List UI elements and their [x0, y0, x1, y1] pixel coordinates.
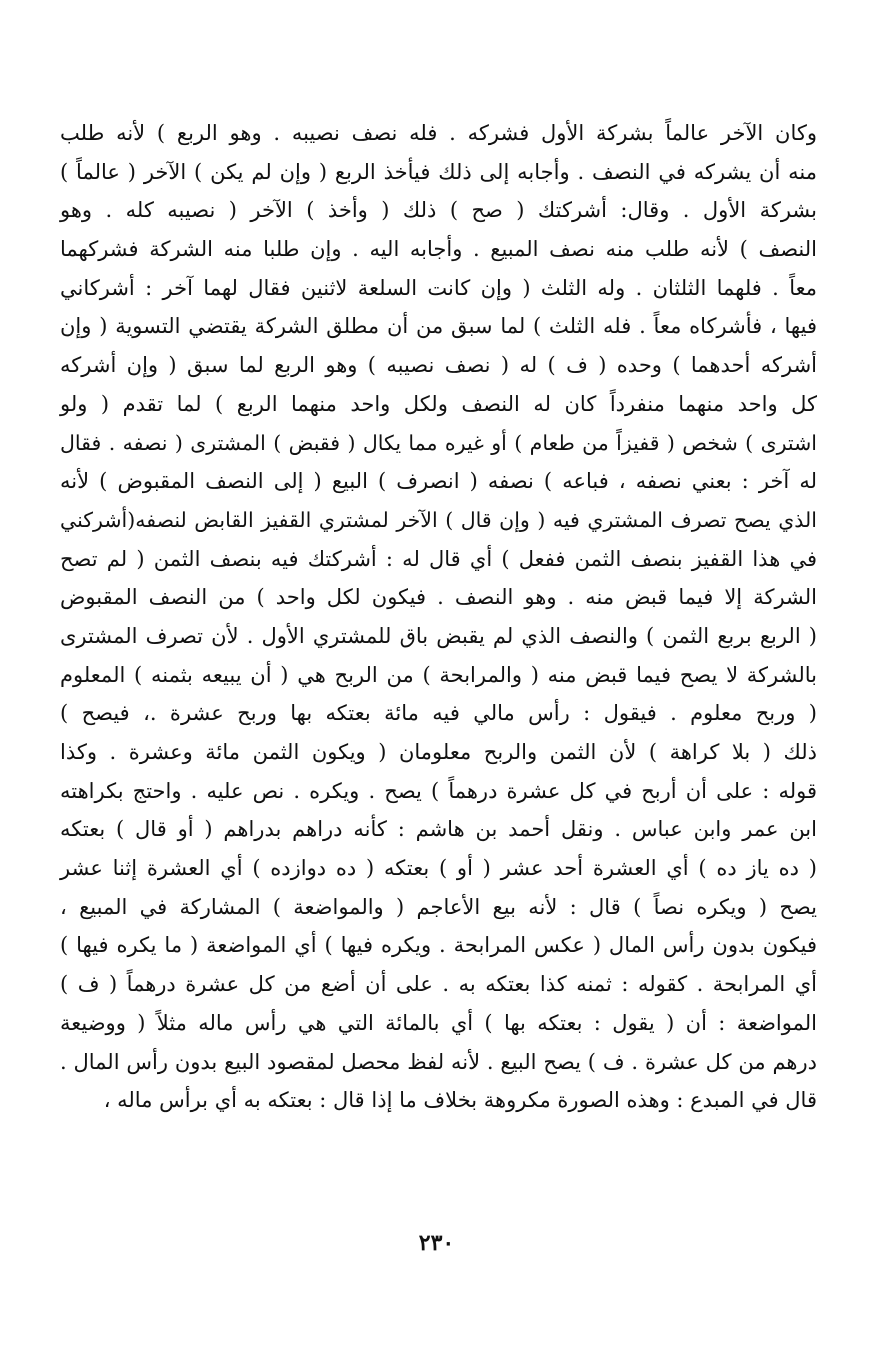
text-line: ( الربع بربع الثمن ) والنصف الذي لم يقبض باق للمشتري الأول . لأن تصرف المشترى: [60, 623, 817, 648]
text-line: كل واحد منهما منفرداً كان له النصف ولكل واحد منهما الربع ) لما تقدم ( ولو: [60, 391, 817, 416]
text-line: اشترى ) شخص ( قفيزاً من طعام ) أو غيره مما يكال ( فقبض ) المشترى ( نصفه . فقال: [60, 430, 817, 455]
text-line: الشركة إلا فيما قبض منه . وهو النصف . فيكون لكل واحد ) من النصف المقبوض: [60, 585, 817, 610]
text-line: وكان الآخر عالماً بشركة الأول فشركه . فله نصف نصيبه . وهو الربع ) لأنه طلب: [60, 121, 817, 145]
text-line: الذي يصح تصرف المشتري فيه ( وإن قال ) الآخر لمشتري القفيز القابض لنصفه(أشركني: [60, 507, 817, 532]
text-line: درهم من كل عشرة . ف ) يصح البيع . لأنه لفظ محصل لمقصود البيع بدون رأس المال .: [60, 1049, 817, 1074]
text-line: منه أن يشركه في النصف . وأجابه إلى ذلك فيأخذ الربع ( وإن لم يكن ) الآخر ( عالماً ): [60, 159, 817, 184]
page-number: ٢٣٠: [418, 1230, 455, 1256]
text-line: أشركه أحدهما ) وحده ( ف ) له ( نصف نصيبه ) وهو الربع لما سبق ( وإن أشركه: [60, 353, 817, 378]
text-line: النصف ) لأنه طلب منه نصف المبيع . وأجابه اليه . وإن طلبا منه الشركة فشركهما: [60, 237, 817, 262]
text-line: بشركة الأول . وقال: أشركتك ( صح ) ذلك ( وأخذ ) الآخر ( نصيبه كله . وهو: [60, 198, 817, 223]
text-line: ذلك ( بلا كراهة ) لأن الثمن والربح معلومان ( ويكون الثمن مائة وعشرة . وكذا: [60, 740, 817, 764]
text-line: معاً . فلهما الثلثان . وله الثلث ( وإن كانت السلعة لاثنين فقال لهما آخر : أشركاني: [60, 275, 817, 300]
text-line: ( وربح معلوم . فيقول : رأس مالي فيه مائة بعتكه بها وربح عشرة .، فيصح ): [60, 701, 817, 726]
text-line: فيكون بدون رأس المال ( عكس المرابحة . ويكره فيها ) أي المواضعة ( ما يكره فيها ): [60, 933, 817, 958]
text-line: قوله : على أن أربح في كل عشرة درهماً ) يصح . ويكره . نص عليه . واحتج بكراهته: [60, 778, 817, 803]
text-line: المواضعة : أن ( يقول : بعتكه بها ) أي بالمائة التي هي رأس ماله مثلاً ( ووضيعة: [60, 1010, 817, 1035]
body-text: [60, 114, 817, 1120]
text-line: يصح ( ويكره نصاً ) قال : لأنه بيع الأعاجم ( والمواضعة ) المشاركة في المبيع ،: [60, 894, 817, 919]
text-line: أي المرابحة . كقوله : ثمنه كذا بعتكه به . على أن أضع من كل عشرة درهماً ( ف ): [60, 972, 817, 997]
text-line: له آخر : بعني نصفه ، فباعه ) نصفه ( انصرف ) البيع ( إلى النصف المقبوض ) لأنه: [60, 469, 817, 494]
text-line: بالشركة لا يصح فيما قبض منه ( والمرابحة ) من الربح هي ( أن يبيعه بثمنه ) المعلوم: [60, 662, 817, 687]
text-line: قال في المبدع : وهذه الصورة مكروهة بخلاف ما إذا قال : بعتكه به أي برأس ماله ،: [103, 1088, 817, 1113]
text-line: فيها ، فأشركاه معاً . فله الثلث ) لما سبق من أن مطلق الشركة يقتضي التسوية ( وإن: [60, 314, 817, 339]
text-line: ( ده ياز ده ) أي العشرة أحد عشر ( أو ) بعتكه ( ده دوازده ) أي العشرة إثنا عشر: [60, 856, 817, 881]
text-line: ابن عمر وابن عباس . ونقل أحمد بن هاشم : كأنه دراهم بدراهم ( أو قال ) بعتكه: [60, 817, 817, 842]
text-line: في هذا القفيز بنصف الثمن ففعل ) أي قال له : أشركتك فيه بنصف الثمن ( لم تصح: [60, 546, 817, 571]
